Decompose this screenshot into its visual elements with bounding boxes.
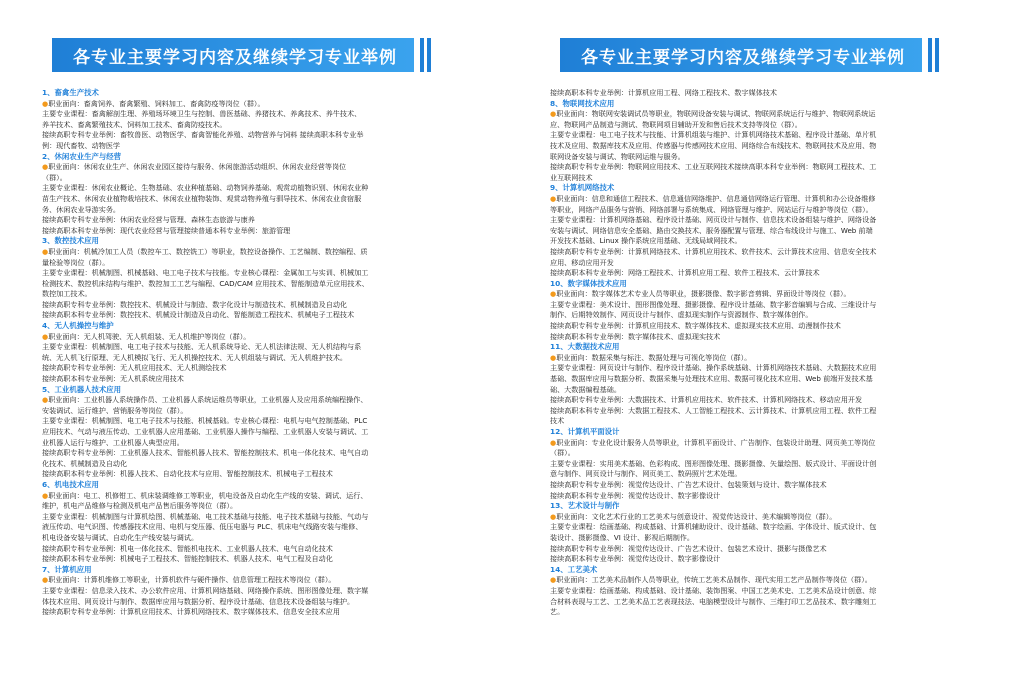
line-text: 接续高职本科专业举例：视觉传达设计、数字影像设计 [550, 554, 721, 564]
line-text: 职业面向：休闲农业生产、休闲农业园区接待与服务、休闲旅游活动组织、休闲农业经营等岗位 [48, 162, 347, 172]
section-heading: 2、休闲农业生产与经营 [42, 151, 122, 161]
line-text: 主要专业课程：网页设计与制作、程序设计基础、操作系统基础、计算机网络技术基础、大数据技术应用 [550, 363, 877, 373]
line-text: 接续高职专科专业举例：计算机应用技术、数字媒体技术、虚拟现实技术应用、动漫制作技术 [550, 321, 841, 331]
line-text: 接续高职专科专业举例：大数据技术、计算机应用技术、软件技术、计算机网络技术、移动应用开发 [550, 395, 863, 405]
text-line [42, 522, 500, 533]
bullet-dot-icon: ● [550, 289, 557, 299]
right-content [550, 88, 1008, 618]
line-text: 础、大数据编程基础。 [550, 384, 621, 394]
right-header [560, 38, 950, 72]
section-heading: 13、艺术设计与制作 [550, 501, 620, 511]
text-line [42, 109, 500, 120]
line-text: 主要专业课程：信息录入技术、办公软件应用、计算机网络基础、网络操作系统、图形图像处理、数字媒 [42, 585, 369, 595]
line-text: 职业面向：电工、机修钳工、机床装调维修工等职业，机电设备及自动化生产线的安装、调试、运行、 [48, 490, 368, 500]
bullet-dot-icon: ● [42, 98, 49, 108]
line-text: 接续高职专科专业举例：视觉传达设计、广告艺术设计、包装策划与设计、数字媒体技术 [550, 479, 827, 489]
line-text: 主要专业课程：绘画基础、构成基础、设计基础、装饰图案、中国工艺美术史、工艺美术品设计创意、综 [550, 585, 877, 595]
line-text: 主要专业课程：计算机网络基础、程序设计基础、网页设计与制作、信息技术设备组装与维护、网络设备 [550, 215, 877, 225]
bullet-dot-icon: ● [550, 575, 557, 585]
line-text: 接续高职专科专业举例：视觉传达设计、广告艺术设计、包装艺术设计、摄影与摄像艺术 [550, 543, 827, 553]
career-line [550, 438, 1008, 449]
line-text: 业互联网技术 [550, 172, 593, 182]
line-text: 主要专业课程：畜禽解剖生理、养殖场环境卫生与控制、兽医基础、养猪技术、养禽技术、养牛技术、 [42, 109, 362, 119]
text-line [42, 205, 500, 216]
text-line [550, 162, 1008, 173]
text-line [550, 173, 1008, 184]
line-text: 主要专业课程：机械制图、机械基础、电工电子技术与技能。专业核心课程：金属加工与实训、机械加工 [42, 268, 369, 278]
section-heading: 8、物联网技术应用 [550, 98, 615, 108]
decorative-bar [928, 38, 932, 72]
text-line [550, 363, 1008, 374]
text-line [42, 268, 500, 279]
line-text: 接续高职专科专业举例：休闲农业经营与管理、森林生态旅游与康养 [42, 215, 255, 225]
line-text: 制作、后期特效制作、网页设计与制作、虚拟现实制作与资源制作、数字媒体创作。 [550, 310, 813, 320]
line-text: 接续高职专科专业举例：畜牧兽医、动物医学、畜禽智能化养殖、动物营养与饲料 接续高职本科专业举 [42, 130, 364, 140]
line-text: 职业面向：数据采集与标注、数据处理与可视化等岗位（群）。 [556, 352, 752, 362]
career-line [42, 395, 500, 406]
career-line [550, 353, 1008, 364]
text-line [42, 607, 500, 618]
bullet-dot-icon: ● [42, 246, 49, 256]
text-line [42, 342, 500, 353]
text-line [42, 130, 500, 141]
career-line [550, 109, 1008, 120]
text-line [550, 554, 1008, 565]
text-line [42, 448, 500, 459]
text-line [550, 544, 1008, 555]
career-line [42, 491, 500, 502]
text-line [42, 173, 500, 184]
text-line [550, 310, 1008, 321]
line-text: 等职业，网络产品服务与营销、网络部署与系统集成、网络管理与维护、网站运行与维护等岗位（群）。 [550, 204, 873, 214]
text-line [42, 544, 500, 555]
text-line [550, 480, 1008, 491]
decorative-bar [935, 38, 939, 72]
line-text: 接续高职本科专业举例：现代农业经营与管理接续普通本科专业举例：旅游管理 [42, 225, 291, 235]
bullet-dot-icon: ● [550, 511, 557, 521]
text-line [42, 141, 500, 152]
text-line [550, 469, 1008, 480]
text-line [42, 459, 500, 470]
text-line [42, 438, 500, 449]
text-line [42, 194, 500, 205]
career-line [550, 194, 1008, 205]
text-line [42, 374, 500, 385]
line-text: 量检验等岗位（群）。 [42, 257, 110, 267]
text-line [550, 491, 1008, 502]
section-heading: 10、数字媒体技术应用 [550, 278, 627, 288]
line-text: 意与制作、网页设计与制作、网页美工、数码照片艺术处理。 [550, 469, 742, 479]
text-line [42, 300, 500, 311]
bullet-dot-icon: ● [42, 331, 49, 341]
line-text: 接续高职专科专业举例：机电一体化技术、智能机电技术、工业机器人技术、电气自动化技术 [42, 543, 333, 553]
line-text: 接续高职本科专业举例：视觉传达设计、数字影像设计 [550, 490, 721, 500]
career-line [550, 289, 1008, 300]
line-text: 体技术应用、网页设计与制作、数据库应用与数据分析、程序设计基础、信息技术设备组装与维护。 [42, 596, 355, 606]
decorative-bar [420, 38, 424, 72]
line-text: 接续高职专科专业举例：计算机网络技术、计算机应用技术、软件技术、云计算技术应用、信息安全技术 [550, 246, 877, 256]
line-text: 主要专业课程：绘画基础、构成基础、计算机辅助设计、设计基础、数字绘画、字体设计、版式设计、包 [550, 522, 877, 532]
text-line [42, 416, 500, 427]
line-text: 主要专业课程：实用美术基础、色彩构成、图形图像处理、摄影摄像、矢量绘图、版式设计、平面设计创 [550, 458, 877, 468]
line-text: 职业面向：数字媒体艺术专业人员等职业，摄影摄像、数字影音剪辑、界面设计等岗位（群）。 [556, 289, 851, 299]
text-line [42, 226, 500, 237]
text-line [550, 226, 1008, 237]
line-text: 主要专业课程：电工电子技术与技能、计算机组装与维护、计算机网络技术基础、程序设计基础、单片机 [550, 130, 877, 140]
text-line [42, 533, 500, 544]
line-text: 接续高职本科专业举例：网络工程技术、计算机应用工程、软件工程技术、云计算技术 [550, 268, 820, 278]
text-line [550, 141, 1008, 152]
line-text: 技术及应用、数据库技术及应用、传感器与传感网技术应用、网络综合布线技术、物联网技术及应用、物 [550, 140, 877, 150]
section-heading: 4、无人机操控与维护 [42, 321, 114, 331]
line-text: 接续高职本科专业举例：计算机应用工程、网络工程技术、数字媒体技术 [550, 88, 777, 97]
line-text: 务、休闲农业导游实务。 [42, 204, 121, 214]
text-line [42, 289, 500, 300]
section-heading: 12、计算机平面设计 [550, 427, 620, 436]
career-line [550, 512, 1008, 523]
line-text: 应用技术、气动与液压传动、工业机器人应用基础、工业机器人操作与编程、工业机器人安装与调试、工 [42, 427, 369, 436]
left-page [32, 0, 512, 695]
line-text: 基础、数据库应用与数据分析、数据采集与处理技术应用、数据可视化技术应用、Web 前端开发技术基 [550, 374, 873, 384]
section-heading: 14、工艺美术 [550, 564, 598, 574]
line-text: 接续高职本科专业举例：数控技术、机械设计制造及自动化、智能制造工程技术、机械电子工程技术 [42, 310, 355, 320]
text-line [550, 88, 1008, 99]
text-line [550, 607, 1008, 618]
section-heading: 11、大数据技术应用 [550, 342, 620, 352]
line-text: 艺。 [550, 607, 565, 617]
line-text: 接续高职专科专业举例：物联网应用技术、工业互联网技术接续高职本科专业举例：物联网工程技术、工 [550, 162, 877, 172]
left-header [52, 38, 442, 72]
line-text: 技术 [550, 416, 565, 426]
text-line [550, 416, 1008, 427]
text-line [42, 353, 500, 364]
line-text: 苗生产技术、休闲农业植物栽培技术、休闲农业植物装饰、观赏动物养殖与驯导技术、休闲农业食宿服 [42, 193, 362, 203]
text-line [550, 374, 1008, 385]
line-text: 接续高职本科专业举例：机器人技术、自动化技术与应用、智能控制技术、机械电子工程技术 [42, 469, 333, 479]
bullet-dot-icon: ● [42, 575, 49, 585]
line-text: 装设计、摄影摄像、VI 设计、影视后期制作。 [550, 532, 694, 542]
text-line [42, 512, 500, 523]
line-text: 业机器人运行与维护、工业机器人典型应用。 [42, 437, 184, 447]
text-line [42, 427, 500, 438]
line-text: 接续高职专科专业举例：计算机应用技术、计算机网络技术、数字媒体技术、信息安全技术应用 [42, 607, 340, 617]
line-text: 接续高职本科专业举例：大数据工程技术、人工智能工程技术、云计算技术、计算机应用工程、软件工程 [550, 405, 877, 415]
line-text: 合材料表现与工艺、工艺美术品工艺表现技法、电脑模型设计与制作、三维打印工艺品技术、数字雕刻工 [550, 596, 877, 606]
bullet-dot-icon: ● [42, 162, 49, 172]
line-text: 安装调试、运行维护、营销服务等岗位（群）。 [42, 405, 188, 415]
text-line [550, 406, 1008, 417]
text-line [550, 395, 1008, 406]
line-text: （群）。 [42, 172, 67, 182]
text-line [550, 597, 1008, 608]
career-line [42, 99, 500, 110]
bullet-dot-icon: ● [42, 490, 49, 500]
section-heading: 7、计算机应用 [42, 564, 92, 574]
career-line [42, 162, 500, 173]
line-text: 应、物联网产品制造与测试、物联网项目辅助开发和售后技术支持等岗位（群）。 [550, 119, 802, 129]
text-line [42, 183, 500, 194]
text-line [550, 586, 1008, 597]
line-text: 数控加工技术。 [42, 289, 92, 299]
line-text: 联网设备安装与调试、物联网运维与服务。 [550, 151, 685, 161]
line-text: 主要专业课程：机械制图、电工电子技术与技能、无人机系统导论、无人机法律法规、无人机结构与系 [42, 342, 362, 352]
section-heading: 1、畜禽生产技术 [42, 88, 99, 97]
text-line [42, 586, 500, 597]
text-line [42, 215, 500, 226]
line-text: 职业面向：物联网安装调试员等职业，物联网设备安装与调试、物联网系统运行与维护、物联网系统运 [556, 109, 876, 119]
line-text: 接续高职本科专业举例：数字媒体技术、虚拟现实技术 [550, 331, 721, 341]
line-text: 开发技术基础、Linux 操作系统应用基础、无线局域网技术。 [550, 236, 742, 246]
text-line [550, 448, 1008, 459]
text-line [42, 554, 500, 565]
line-text: 职业面向：工业机器人系统操作员、工业机器人系统运维员等职业，工业机器人及应用系统编程操作、 [48, 395, 368, 405]
line-text: 主要专业课程：机械制图与计算机绘图、机械基础、电工技术基础与技能、电子技术基础与技能、气动与 [42, 511, 369, 521]
text-line [550, 522, 1008, 533]
line-text: 检测技术、数控机床结构与维护、数控加工工艺与编程、CAD/CAM 应用技术、智能制造单元应用技术、 [42, 278, 369, 288]
text-line [550, 258, 1008, 269]
text-line [42, 310, 500, 321]
line-text: 应用、移动应用开发 [550, 257, 614, 267]
bullet-dot-icon: ● [550, 193, 557, 203]
text-line [42, 597, 500, 608]
section-heading: 6、机电技术应用 [42, 479, 99, 489]
text-line [550, 215, 1008, 226]
left-title-banner: 各专业主要学习内容及继续学习专业举例 [52, 38, 414, 72]
line-text: 机电设备安装与调试、自动化生产线安装与调试。 [42, 532, 199, 542]
line-text: 接续高职专科专业举例：工业机器人技术、智能机器人技术、智能控制技术、机电一体化技术、电气自动 [42, 448, 369, 458]
line-text: 职业面向：畜禽饲养、畜禽繁殖、饲料加工、畜禽防疫等岗位（群）。 [48, 98, 265, 108]
line-text: 主要专业课程：美术设计、图形图像处理、摄影摄像、程序设计基础、数字影音编辑与合成、三维设计与 [550, 299, 877, 309]
bullet-dot-icon: ● [550, 109, 557, 119]
line-text: 统、无人机飞行原理、无人机模拟飞行、无人机操控技术、无人机组装与调试、无人机维护技术。 [42, 352, 348, 362]
line-text: 化技术、机械制造及自动化 [42, 458, 128, 468]
career-line [42, 332, 500, 343]
text-line [550, 130, 1008, 141]
line-text: 职业面向：文化艺术行业的工艺美术与创意设计、视觉传达设计、美术编辑等岗位（群）。 [556, 511, 837, 521]
line-text: 主要专业课程：机械制图、电工电子技术与技能、机械基础。专业核心课程：电机与电气控制基础、PLC [42, 416, 368, 426]
line-text: 接续高职本科专业举例：无人机系统应用技术 [42, 374, 184, 384]
bullet-dot-icon: ● [42, 395, 49, 405]
text-line [550, 332, 1008, 343]
text-line [550, 300, 1008, 311]
line-text: 职业面向：无人机驾驶、无人机组装、无人机维护等岗位（群）。 [48, 331, 251, 341]
text-line [550, 268, 1008, 279]
line-text: 安装与调试、网络信息安全基础、路由交换技术、服务器配置与管理、综合布线设计与施工、Web 前端 [550, 225, 873, 235]
line-text: 主要专业课程：休闲农业概论、生物基础、农业种植基础、动物饲养基础、观赏动植物识别、休闲农业种 [42, 183, 369, 193]
line-text: 职业面向：专业化设计服务人员等职业，计算机平面设计、广告制作、包装设计助理、网页美工等岗位 [556, 437, 876, 447]
text-line [550, 120, 1008, 131]
line-text: 职业面向：工艺美术品制作人员等职业，传统工艺美术品制作、现代实用工艺产品制作等岗位（群）。 [556, 575, 872, 585]
line-text: 职业面向：信息和通信工程技术、信息通信网络维护、信息通信网络运行管理、计算机和办公设备维修 [556, 193, 876, 203]
text-line [550, 236, 1008, 247]
section-heading: 3、数控技术应用 [42, 236, 99, 246]
right-title-banner: 各专业主要学习内容及继续学习专业举例 [560, 38, 922, 72]
text-line [550, 152, 1008, 163]
line-text: 职业面向：机械冷加工人员（数控车工、数控铣工）等职业，数控设备操作、工艺编制、数控编程、质 [48, 246, 368, 256]
text-line [42, 120, 500, 131]
text-line [42, 363, 500, 374]
section-heading: 9、计算机网络技术 [550, 183, 615, 193]
bullet-dot-icon: ● [550, 437, 557, 447]
text-line [42, 469, 500, 480]
line-text: 接续高职专科专业举例：数控技术、机械设计与制造、数字化设计与制造技术、机械制造及自动化 [42, 299, 348, 309]
section-heading: 5、工业机器人技术应用 [42, 384, 122, 394]
text-line [550, 205, 1008, 216]
career-line [42, 575, 500, 586]
left-content [42, 88, 500, 618]
career-line [550, 575, 1008, 586]
line-text: 维护，机电产品维修与检测及机电产品售后服务等岗位（群）。 [42, 501, 238, 511]
line-text: （群）。 [550, 448, 575, 458]
text-line [42, 501, 500, 512]
line-text: 例：现代畜牧、动物医学 [42, 140, 121, 150]
bullet-dot-icon: ● [550, 352, 557, 362]
text-line [42, 406, 500, 417]
career-line [42, 247, 500, 258]
decorative-bar [427, 38, 431, 72]
text-line [550, 533, 1008, 544]
line-text: 液压传动、电气识图、传感器技术应用、电机与变压器、低压电器与 PLC、机床电气线路安装与维修、 [42, 522, 363, 532]
right-page [540, 0, 1020, 695]
text-line [550, 321, 1008, 332]
line-text: 接续高职本科专业举例：机械电子工程技术、智能控制技术、机器人技术、电气工程及自动化 [42, 554, 333, 564]
text-line [550, 247, 1008, 258]
text-line [42, 258, 500, 269]
line-text: 接续高职专科专业举例：无人机应用技术、无人机测绘技术 [42, 363, 227, 373]
line-text: 职业面向：计算机维修工等职业，计算机软件与硬件操作、信息管理工程技术等岗位（群）。 [48, 575, 336, 585]
text-line [550, 385, 1008, 396]
text-line [550, 459, 1008, 470]
text-line [42, 279, 500, 290]
line-text: 养羊技术、畜禽繁殖技术、饲料加工技术、畜禽防疫技术。 [42, 119, 227, 129]
